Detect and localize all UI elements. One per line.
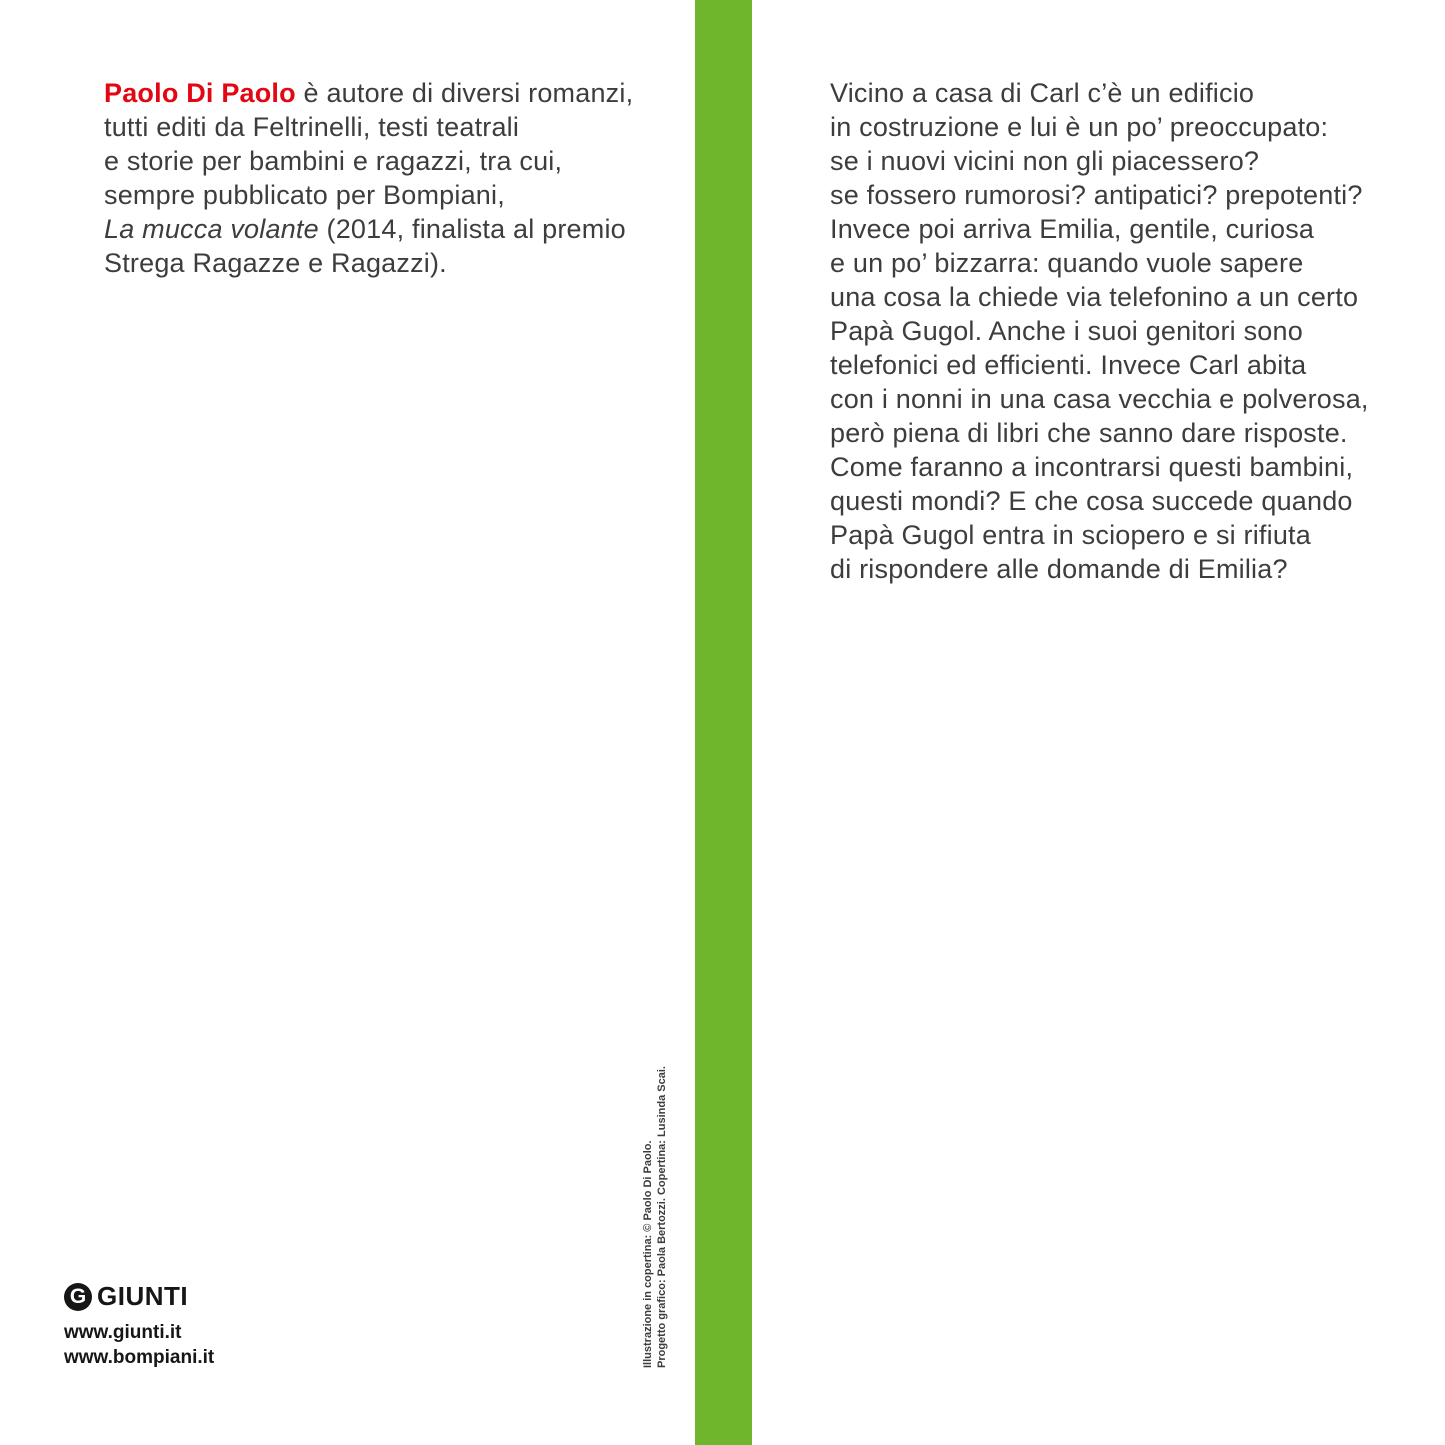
author-bio-text [104,76,679,280]
text-line [104,144,679,178]
publisher-block [64,1281,214,1370]
text-segment: e storie per bambini e ragazzi, tra cui, [104,146,563,176]
text-line: telefonici ed efficienti. Invece Carl abita [830,350,1307,380]
website-urls [64,1320,214,1370]
text-line: Invece poi arriva Emilia, gentile, curiosa [830,214,1315,244]
text-line: se fossero rumorosi? antipatici? prepotenti? [830,180,1363,210]
text-line: di rispondere alle domande di Emilia? [830,554,1288,584]
giunti-g-icon: G [64,1283,92,1311]
text-segment: Strega Ragazze e Ragazzi). [104,248,447,278]
text-line: però piena di libri che sanno dare risposte. [830,418,1348,448]
text-segment: (2014, finalista al premio [318,214,626,244]
text-line: con i nonni in una casa vecchia e polverosa, [830,384,1369,414]
giunti-logo [64,1281,214,1312]
text-line: e un po’ bizzarra: quando vuole sapere [830,248,1304,278]
bompiani-url: www.bompiani.it [64,1347,215,1368]
text-line: Vicino a casa di Carl c’è un edificio [830,78,1255,108]
author-name: Paolo Di Paolo [104,78,296,108]
text-line [104,110,679,144]
text-line: Come faranno a incontrarsi questi bambini, [830,452,1354,482]
text-line [104,76,679,110]
left-flap [104,76,679,280]
giunti-wordmark: GIUNTI [97,1281,189,1311]
book-title: La mucca volante [104,214,319,244]
text-line: questi mondi? E che cosa succede quando [830,486,1353,516]
text-line: Papà Gugol entra in sciopero e si rifiuta [830,520,1311,550]
text-line [104,212,679,246]
credits-vertical-text [641,1066,669,1368]
spine-green-stripe [695,0,752,1445]
giunti-url: www.giunti.it [64,1322,182,1343]
right-flap [830,76,1420,586]
synopsis-text [830,76,1420,586]
text-segment: tutti editi da Feltrinelli, testi teatrali [104,112,520,142]
text-line: una cosa la chiede via telefonino a un certo [830,282,1359,312]
text-line [104,246,679,280]
text-segment: è autore di diversi romanzi, [295,78,634,108]
text-line: se i nuovi vicini non gli piacessero? [830,146,1260,176]
text-line: in costruzione e lui è un po’ preoccupato: [830,112,1329,142]
credit-design: Progetto grafico: Paola Bertozzi. Copertina: Lusinda Scai. [656,1066,668,1368]
credit-illustration: Illustrazione in copertina: © Paolo Di Paolo. [642,1140,654,1368]
text-line: Papà Gugol. Anche i suoi genitori sono [830,316,1303,346]
text-line [104,178,679,212]
text-segment: sempre pubblicato per Bompiani, [104,180,505,210]
